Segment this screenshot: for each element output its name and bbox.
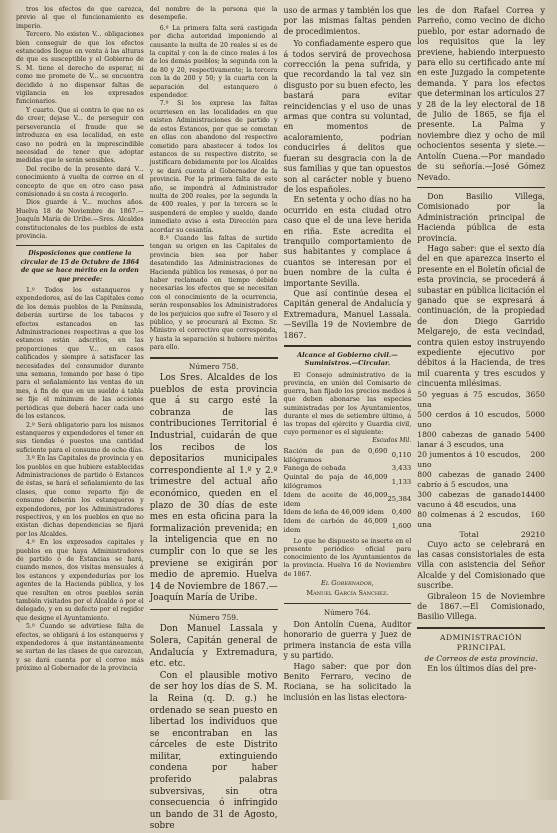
list-item: 2.º Será obligatorio para los mismos estanqueros y expendedores el tener en sus tiendas ó puestos una cantidad suficiente para el consumo de ocho días. xyxy=(16,421,144,454)
list-item: 4.º En los expresados capitales y pueblos en que haya Administradores de partido ó de Estancias se hará, cuando menos, dos visitas mensuales á los estancos y expendedurías por los agentes de la Hacienda pública, y los que resulten en otros pueblos serán también visitados por el Alcalde ó por el delegado, y en su defecto por el regidor que designe el Ayuntamiento. xyxy=(16,539,144,622)
notice-number: Número 758. xyxy=(188,361,239,371)
section-subtitle: de Correos de esta provincia. xyxy=(424,653,538,663)
column-2 xyxy=(149,6,278,832)
divider xyxy=(417,627,545,629)
col1-paragraph: Y cuarto. Que si contra lo que no es de creer, dejase V... de perseguir con perseverancia el fraude que se introduzca en esa localidad, en este caso no podrá en la imprescindible necesidad de tener que adoptar medidas que le serán sensibles. xyxy=(16,106,144,165)
livestock-row xyxy=(417,450,545,470)
notice-body: Con el plausible motivo de ser hoy los días de S. M. la Reina (q. D. g.) he ordenado se sean puesto en libertad los individuos que se encontraban en las cárceles de este Distrito militar, extinguiendo condena por haber proferido palabras subversivas, sin otra consecuencia ó infringido un bando de 31 de Agosto, sobre xyxy=(149,670,278,832)
livestock-value: 3650 xyxy=(525,389,545,399)
section-title: ADMINISTRACIÓN PRINCIPAL xyxy=(440,632,523,653)
col1-paragraph: Del recibo de la presente dará V... conocimiento á vuelta de correo en el concepto de que en otro caso pasa comisionado á su costa á recogerlo. xyxy=(16,165,144,198)
section-heading: Disposiciones que contiene la circular de 15 de Octubre de 1864 de que se hace mérito en la orden que precede: xyxy=(20,250,140,283)
col4-paragraph: Gibraleon 15 de Noviembre de 1867.—El Comisionado, Basilio Villega. xyxy=(417,591,545,622)
col4-paragraph: Cuyo acto se celebrará en las casas consistoriales de esta villa con asistencia del Señor Alcalde y del Comisionado que suscribe. xyxy=(417,539,545,591)
col1-paragraph: Tercero. No existen V... obligaciones bien conseguir de que los efectos estancados llegue en venta á las alturas de que es susceptible y el Gobierno de S. M. tiene el derecho de esperar, ni como me promete de V... se encuentra decidido á no dispensar faltas de vigilancia en los expresados funcionarios. xyxy=(16,31,144,106)
livestock-label: 1800 cabezas de ganado lanar á 3 escudos, una xyxy=(417,429,521,449)
list-item: 8.º Cuando las faltas de surtido tengan su origen en las Capitales de provincia bien sea por haber desatendido las Administraciones de Hacienda pública los remesas, ó por no haber reclamado en tiempo debido necesarias los efectos que se necesitan con el conocimiento de la ocurrencia, serán responsables los Administradores de los perjuicios que sufre el Tesoro y el público, y se procurará al Excmo. Sr. Ministro el correctivo que corresponda, y hasta la separación si hubiere méritos para ello. xyxy=(149,234,278,352)
notice-number: Número 764. xyxy=(323,608,371,617)
livestock-table xyxy=(417,390,545,540)
col3-paragraph: Hago saber: que por don Benito Ferraro, vecino de Rociana, se ha solicitado la inclusión en las listas electora- xyxy=(283,661,412,702)
livestock-label: 20 jumentos á 10 escudos, uno xyxy=(417,449,521,469)
col3-paragraph: El Consejo administrativo de la provincia, en unión del Comisario de guerra, han fijado los precios medios á que deben abonarse las especies suministradas por los Ayuntamientos, durante el mes de setiembre último, á las tropas del ejército y Guardia civil, cuyo pormenor es el siguiente: xyxy=(283,370,412,437)
total-row xyxy=(417,530,545,540)
divider xyxy=(16,245,144,246)
col3-paragraph: Yo confiadamente espero que á todos servirá de provechosa corrección la pena sufrida, y que recordando la tal vez sin disgusto por su buen efecto, les bastará para evitar reincidencias y el uso de unas armas que contra su voluntad, en momentos de acaloramiento, podrían conducirles á delitos que fueran su desgracia con la de sus familias y que tan opuestos son al carácter noble y bueno de los españoles. xyxy=(283,39,412,194)
col3-paragraph: Lo que he dispuesto se inserte en el presente periódico oficial para conocimiento de los Ayuntamientos de la provincia. Huelva 16 de Noviembre de 1867. xyxy=(283,536,412,578)
price-value: 1,600 xyxy=(391,521,412,530)
column-4 xyxy=(417,6,545,792)
livestock-label: 300 cabezas de ganado vacuno á 48 escudos, una xyxy=(417,489,521,509)
livestock-value: 5000 xyxy=(525,409,545,419)
col1-paragraph: tros los efectos de que carezca, previo al que el funcionamiento es imperio. xyxy=(16,6,144,30)
list-item: 6.º La primera falta será castigada por dicha autoridad imponiendo al causante la multa de 20 reales si es de la capital y con la de cinco reales á los de los demás pueblos; la segunda con la de 80 y 20, respectivamente; la tercera con la de 200 y 50; y la cuarta con la separación del estanquero ó expendedor. xyxy=(149,24,278,100)
livestock-value: 14400 xyxy=(520,489,545,499)
price-value: 25,384 xyxy=(387,495,412,504)
price-column-header: Escudos Mil. xyxy=(372,437,412,445)
price-label: Idem de aceite de 46,009 idem xyxy=(283,490,388,508)
col1-signature: Dios guarde á V... muchos años. Huelva 18 de Noviembre de 1867.—Joaquín María de Uribe.—Sres. Alcaldes constitucionales de los pueblos de esta provincia. xyxy=(16,199,144,240)
col3-paragraph: En setenta y ocho días no ha ocurrido en esta ciudad otro caso que el de una leve herida en riña. Este acredita el tranquilo comportamiento de sus habitantes y complace á cuantos se interesan por el buen nombre de la culta é importante Sevilla. xyxy=(283,195,412,288)
price-label: Ración de pan de 0,690 kilógramos xyxy=(283,446,388,464)
price-label: Idem de leña de 46,009 idem xyxy=(283,508,384,517)
divider xyxy=(150,609,278,610)
section-heading: Alcance al Gobierno civil.—Suministros.—Circular. xyxy=(296,351,398,368)
signature-name: Manuel García Sánchez. xyxy=(306,589,389,598)
column-3 xyxy=(284,6,412,792)
livestock-value: 5400 xyxy=(525,429,545,439)
list-item: 7.º Si los expresa las faltas ocurriesen en las localidades en que existen Administraciones de partido y de estos Estancos, por que se cometan en ellas con abandono del respectivo cometido para abastecer á todos los estancos de su respectivo distrito, se justificara debidamente por los Alcaldes y se dará cuenta al Gobernador de la provincia. Por la primera falta de este año, se impondrá al Administrador multa de 200 reales, por la segunda la de 400 reales, y por la tercera se le suspenderá de empleo y sueldo, dando inmediato aviso á esta Dirección para acordar su cesantía. xyxy=(149,100,278,234)
price-row xyxy=(284,464,412,473)
divider xyxy=(284,345,412,347)
price-value: 1,133 xyxy=(391,477,412,486)
total-label: Total xyxy=(459,529,479,539)
price-label: Fanega de cebada xyxy=(283,464,346,473)
divider xyxy=(417,187,545,188)
notice-body: Don Manuel Lassala y Solera, Capitán general de Andalucía y Extremadura, etc. etc. xyxy=(149,624,278,670)
col3-paragraph: Que así continúe desea el Capitán general de Andalucía y Extremadura, Manuel Lassala.—Sevilla 19 de Noviembre de 1867. xyxy=(283,288,412,340)
livestock-label: 800 cabezas de ganado cabrío á 5 escudos, una xyxy=(417,469,521,489)
livestock-value: 160 xyxy=(530,509,545,519)
livestock-row xyxy=(417,410,545,430)
notice-body: Los Sres. Alcaldes de los pueblos de esta provincia que á su cargo esté la cobranza de las contribuciones Territorial é Industrial, cuidarán de que los recibos de los depositarios municipales correspondiente al 1.º y 2.º trimestre del actual año económico, queden en el plazo de 30 días de este mes en esta oficina para la formalización prevenida; en la inteligencia que en no cumplir con lo que se les previene se exigirán por medio de apremio. Huelva 14 de Noviembre de 1867.—Joaquín María de Uribe. xyxy=(149,373,278,604)
list-item: 1.º Todos los estanqueros y expendedores, así de las Capitales como de los demás pueblos de la Península, deberán surtirse de los tabacos y efectos estancados en las Administraciones respectivas a que los estancos están adscritos, en las proporciones que V... en casos calificados y siempre á satisfacer las necesidades del consumidor durante una semana, tomando por base ó tipo para el señalamiento las ventas de un mes, á fin de que en un sueldo á tabla se fije el mínimum de las acciones periódicas que deberá hacer cada uno de los estancos. xyxy=(16,287,144,421)
price-table xyxy=(284,447,412,535)
col3-paragraph: Don Antolín Cuena, Auditor honorario de guerra y Juez de primera instancia de esta villa y su partido. xyxy=(283,620,412,661)
livestock-label: 500 cerdos á 10 escudos, uno xyxy=(417,409,521,429)
livestock-row xyxy=(417,430,545,450)
price-row xyxy=(284,473,412,491)
page-binding-edge xyxy=(0,0,14,800)
price-row xyxy=(284,508,412,517)
price-value: 0,110 xyxy=(391,451,412,460)
col4-paragraph: les de don Rafael Correa y Parreño, como vecino de dicho pueblo, por estar adornado de los requisitos que la ley previene, habiendo interpuesto para ello su certificado ante mí en este Juzgado la competente demanda. Y para los efectos que determinan los artículos 27 y 28 de la ley electoral de 18 de Julio de 1865, se fija el presente. La Palma y noviembre diez y ocho de mil ochocientos sesenta y siete.—Antolín Cuena.—Por mandado de su señoría.—José Gómez Nevado. xyxy=(417,6,545,182)
livestock-row xyxy=(417,490,545,510)
column-1 xyxy=(16,6,144,792)
livestock-row xyxy=(417,510,545,530)
livestock-value: 2400 xyxy=(525,469,545,479)
price-row xyxy=(284,447,412,465)
livestock-label: 50 yeguas á 75 escudos, una xyxy=(417,389,521,409)
price-value: 0,400 xyxy=(391,508,412,517)
list-item: 3.º En las Capitales de provincia y en los pueblos en que hubiere establecidas Administraciones de partido ó Estancos de éstas, se hará el señalamiento de las clases, que como reparto fijo de consumo deberán los estanqueros y expendedores, por los Administradores respectivos, y en los pueblos en que no existan dichas dependencias se fijará por los Alcaldes. xyxy=(16,455,144,538)
price-label: Quintal de paja de 46,009 kilógramos xyxy=(283,473,388,491)
livestock-label: 80 colmenas á 2 escudos, una xyxy=(417,509,521,529)
col2-paragraph: del nombre de la persona que la desempeñe. xyxy=(149,6,278,22)
livestock-row xyxy=(417,470,545,490)
col4-paragraph: En los últimos días del pre- xyxy=(427,664,537,674)
price-label: Idem de carbón de 46,009 idem xyxy=(283,517,388,535)
price-row xyxy=(284,491,412,509)
livestock-value: 200 xyxy=(530,449,545,459)
price-value: 3,433 xyxy=(391,464,412,473)
text-columns xyxy=(16,6,545,832)
col4-paragraph: Don Basilio Villega, Comisionado por la Administración principal de Hacienda pública de esta provincia. xyxy=(417,191,545,243)
col3-paragraph: uso de armas y también los que por las mismas faltas penden de procedimientos. xyxy=(283,6,412,36)
divider xyxy=(284,603,412,604)
livestock-row xyxy=(417,390,545,410)
list-item: 5.º Cuando se advirtiese falta de efectos, se obligará á los estanqueros y expendedores á que instantáneamente se surtan de las clases de que carezcan, y se dará cuenta por el correo más próximo al Gobernador de la provincia xyxy=(16,623,144,673)
divider xyxy=(150,357,278,359)
total-value: 29210 xyxy=(520,529,545,539)
col4-paragraph: Hago saber: que el sexto día del en que aparezca inserto el presente en el Boletín oficial de esta provincia, se procederá á subastar en pública licitación el ganado que se expresará á continuación, de la propiedad de don Diego Garrido Melgarejo, de esta vecindad, contra quien estoy instruyendo expediente ejecutivo por débitos á la Hacienda, de tres mil cuarenta y tres escudos y cincuenta milésimas. xyxy=(417,243,545,389)
price-row xyxy=(284,517,412,535)
signature-title: El Gobernador, xyxy=(321,578,374,587)
notice-number: Número 759. xyxy=(188,612,239,622)
